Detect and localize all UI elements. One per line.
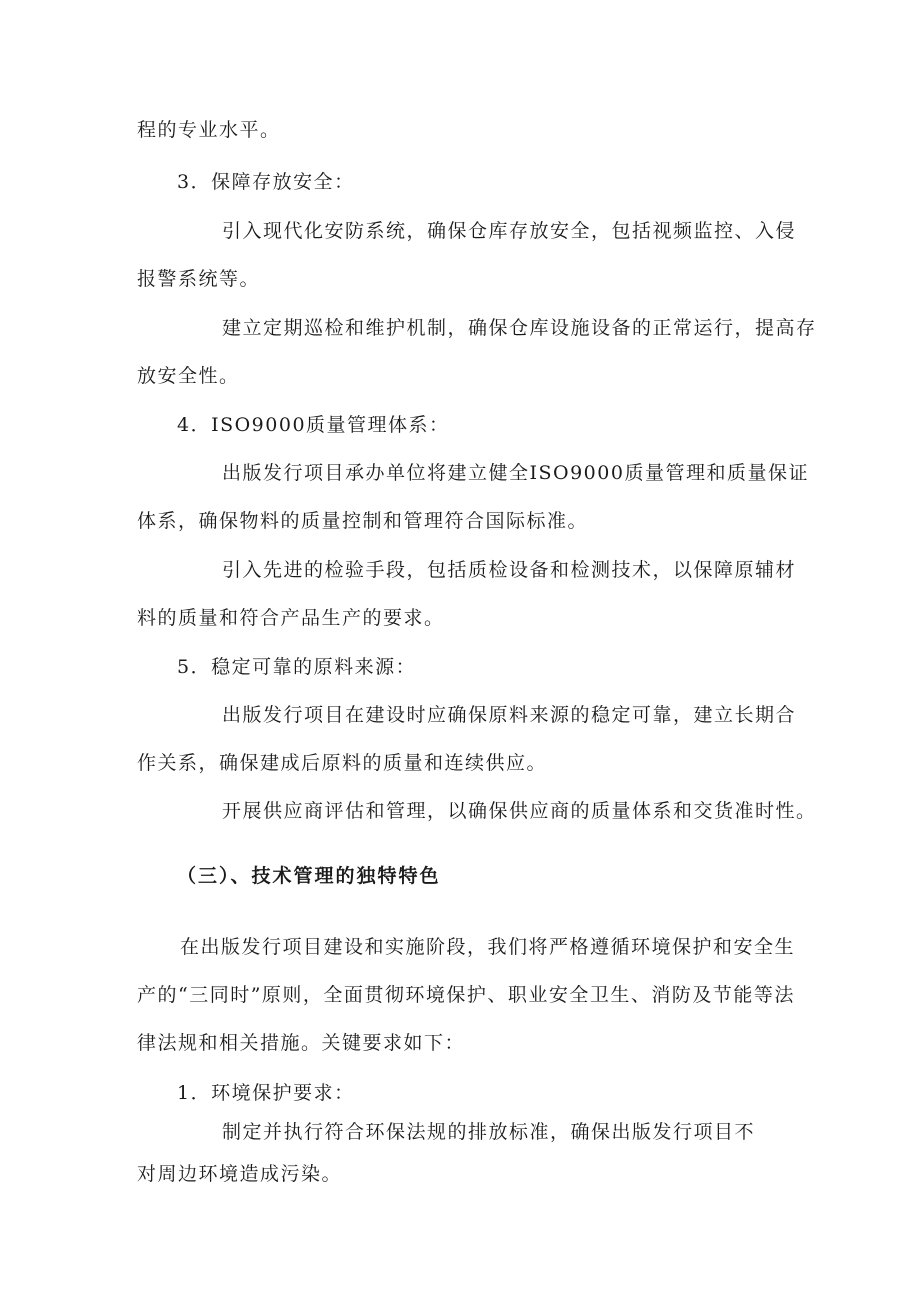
paragraph-line: 出版发行项目在建设时应确保原料来源的稳定可靠，建立长期合 xyxy=(222,704,797,726)
section-heading-4: 4．ISO9000质量管理体系： xyxy=(177,414,450,436)
paragraph-line: 出版发行项目承办单位将建立健全ISO9000质量管理和质量保证 xyxy=(222,462,809,484)
paragraph-line: 建立定期巡检和维护机制，确保仓库设施设备的正常运行，提高存 xyxy=(222,317,817,339)
paragraph-line: 程的专业水平。 xyxy=(137,119,281,141)
section-heading-5: 5．稳定可靠的原料来源： xyxy=(177,656,417,678)
paragraph-line: 体系，确保物料的质量控制和管理符合国际标准。 xyxy=(137,510,589,532)
paragraph-line: 报警系统等。 xyxy=(137,268,261,290)
paragraph-line: 开展供应商评估和管理，以确保供应商的质量体系和交货准时性。 xyxy=(222,800,817,822)
paragraph-line: 在出版发行项目建设和实施阶段，我们将严格遵循环境保护和安全生 xyxy=(180,936,796,958)
chapter-heading: （三）、技术管理的独特特色 xyxy=(177,865,441,887)
paragraph-line: 引入先进的检验手段，包括质检设备和检测技术，以保障原辅材 xyxy=(222,559,797,581)
paragraph-line: 产的“三同时”原则，全面贯彻环境保护、职业安全卫生、消防及节能等法 xyxy=(137,984,795,1006)
section-heading-3: 3．保障存放安全： xyxy=(177,171,355,193)
paragraph-line: 律法规和相关措施。关键要求如下： xyxy=(137,1032,466,1054)
paragraph-line: 对周边环境造成污染。 xyxy=(137,1163,343,1185)
paragraph-line: 料的质量和符合产品生产的要求。 xyxy=(137,607,445,629)
paragraph-line: 放安全性。 xyxy=(137,365,240,387)
paragraph-line: 作关系，确保建成后原料的质量和连续供应。 xyxy=(137,752,548,774)
paragraph-line: 制定并执行符合环保法规的排放标准，确保出版发行项目不 xyxy=(222,1121,756,1143)
section-heading-1: 1．环境保护要求： xyxy=(177,1082,355,1104)
paragraph-line: 引入现代化安防系统，确保仓库存放安全，包括视频监控、入侵 xyxy=(222,220,797,242)
